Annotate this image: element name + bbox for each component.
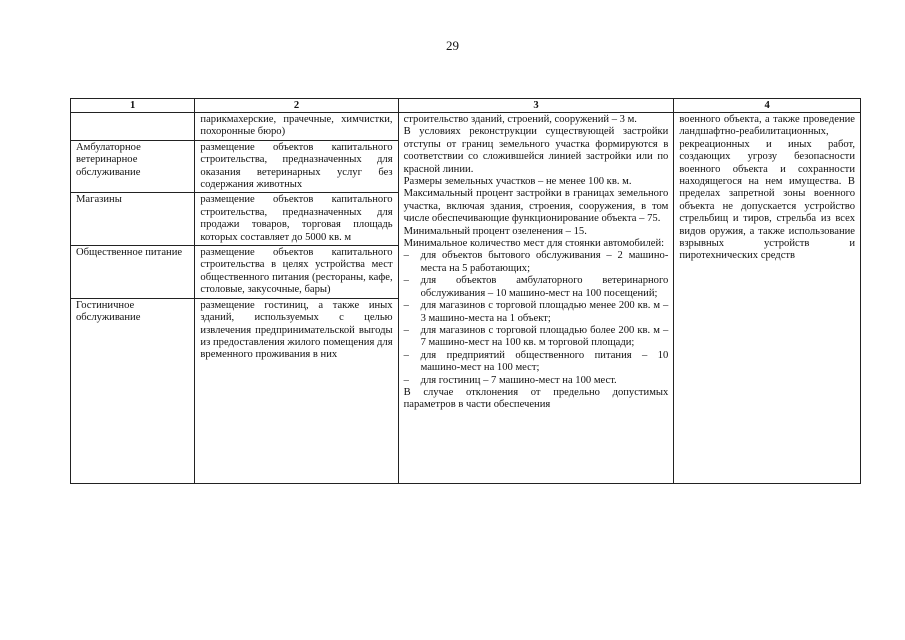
- use-name-cell: Гостиничное обслуживание: [71, 298, 195, 483]
- parameters-paragraph: В случае отклонения от предельно допустимых параметров в части обеспечения: [403, 386, 669, 411]
- column-header-1: 1: [71, 99, 195, 113]
- list-item: – для объектов бытового обслуживания – 2 машино-места на 5 работающих;: [404, 250, 669, 275]
- column-header-3: 3: [398, 99, 674, 113]
- list-item: – для гостиниц – 7 машино-мест на 100 мест.: [404, 375, 669, 387]
- header-row: [71, 99, 861, 113]
- parameters-paragraph: Размеры земельных участков – не менее 100 кв. м.: [403, 176, 632, 188]
- use-name-cell: Магазины: [71, 193, 195, 246]
- list-item: – для объектов амбулаторного ветеринарного обслуживания – 10 машино-мест на 100 посещений;: [404, 275, 669, 300]
- list-item: – для магазинов с торговой площадью менее 200 кв. м – 3 машино-места на 1 объект;: [404, 300, 669, 325]
- use-description-cell: размещение объектов капитального строительства, предназначенных для оказания ветеринарных услуг без содержания животных: [195, 140, 398, 193]
- use-description-cell: размещение объектов капитального строительства в целях устройства мест общественного питания (рестораны, кафе, столовые, закусочные, бары): [195, 246, 398, 299]
- parking-list: [404, 250, 669, 386]
- table-row: [71, 113, 861, 141]
- list-item: – для предприятий общественного питания – 10 машино-мест на 100 мест;: [404, 350, 669, 375]
- page-number: 29: [446, 38, 459, 53]
- parameters-paragraph: Максимальный процент застройки в границах земельного участка, включая здания, строения, сооружения, в том числе обеспечивающие функционирование объекта – 75.: [403, 188, 669, 225]
- use-name-cell: [71, 113, 195, 141]
- use-name-cell: Амбулаторное ветеринарное обслуживание: [71, 140, 195, 193]
- use-description-cell: парикмахерские, прачечные, химчистки, похоронные бюро): [195, 113, 398, 141]
- use-name-cell: Общественное питание: [71, 246, 195, 299]
- regulations-table: [70, 98, 861, 484]
- column-header-4: 4: [674, 99, 861, 113]
- use-description-cell: размещение объектов капитального строительства, предназначенных для продажи товаров, торговая площадь которых составляет до 5000 кв. м: [195, 193, 398, 246]
- parameters-paragraph: Минимальный процент озеленения – 15.: [403, 225, 587, 237]
- column-header-2: 2: [195, 99, 398, 113]
- restrictions-cell: военного объекта, а также проведение ландшафтно-реабилитационных, рекреационных и иных работ, создающих угрозу безопасности военного объекта и сохранности находящегося на нем имущества. В пределах запретной зоны военного объекта не допускается устройство стрельбищ и тиров, стрельба из всех видов оружия, а также использование взрывных устройств и пиротехнических средств: [674, 113, 861, 484]
- use-description-cell: размещение гостиниц, а также иных зданий, используемых с целью извлечения предпринимательской выгоды из предоставления жилого помещения для временного проживания в них: [195, 298, 398, 483]
- parameters-paragraph: Минимальное количество мест для стоянки автомобилей:: [403, 238, 665, 250]
- parameters-paragraph: строительство зданий, строений, сооружений – 3 м.: [403, 114, 637, 125]
- parameters-cell: [398, 113, 674, 484]
- parameters-paragraph: В условиях реконструкции существующей застройки отступы от границ земельного участка формируются в соответствии со сложившейся линией застройки или по красной линии.: [403, 126, 669, 175]
- list-item: – для магазинов с торговой площадью более 200 кв. м – 7 машино-мест на 100 кв. м торговой площади;: [404, 325, 669, 350]
